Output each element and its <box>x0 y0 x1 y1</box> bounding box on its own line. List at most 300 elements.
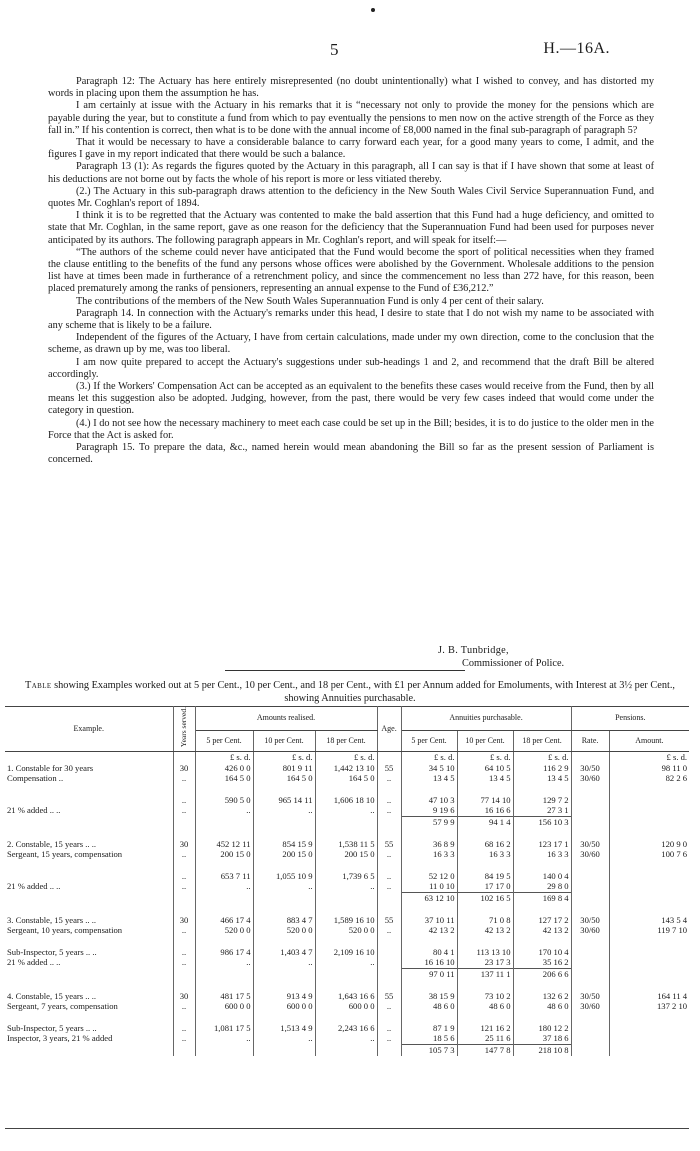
table-row <box>5 881 689 892</box>
table-cell: 30/50 <box>571 915 609 926</box>
table-cell <box>609 860 689 871</box>
table-cell: 9 19 6 <box>401 805 457 816</box>
table-cell <box>173 860 195 871</box>
table-cell: 98 11 0 <box>661 762 688 773</box>
table-cell <box>173 893 195 904</box>
table-cell <box>609 871 689 882</box>
table-cell <box>457 936 513 947</box>
table-cell <box>609 947 689 958</box>
table-cell <box>253 936 315 947</box>
table-cell: 600 0 0 <box>253 1001 315 1012</box>
table-cell: .. <box>173 925 195 936</box>
table-cell: 42 13 2 <box>513 925 571 936</box>
paragraph: (4.) I do not see how the necessary machinery to meet each case could be set up in the Bill; besides, it is to do justice to the older men in the Force that the Act is asked for. <box>48 417 654 441</box>
table-cell <box>377 904 401 915</box>
table-cell: .. <box>377 849 401 860</box>
table-cell: .. <box>173 871 195 882</box>
table-cell: .. <box>377 773 401 784</box>
table-cell <box>377 957 401 968</box>
table-cell: 105 7 3 <box>401 1044 457 1055</box>
table-cell: 1,739 6 5 <box>315 871 377 882</box>
table-cell <box>173 904 195 915</box>
table-cell <box>513 936 571 947</box>
table-row <box>5 871 689 882</box>
table-cell: 73 10 2 <box>457 991 513 1002</box>
table-cell: 1,055 10 9 <box>253 871 315 882</box>
table-cell: 16 3 3 <box>401 849 457 860</box>
table-cell <box>5 828 173 839</box>
table-cell <box>315 936 377 947</box>
table-cell <box>253 860 315 871</box>
table-cell: 30 <box>173 991 195 1002</box>
table-cell <box>5 1012 173 1023</box>
table-cell <box>253 1044 315 1055</box>
table-cell <box>195 784 253 795</box>
table-cell <box>315 1012 377 1023</box>
table-cell <box>5 1044 173 1055</box>
table-cell <box>609 980 689 991</box>
table-cell: 30/60 <box>571 849 609 860</box>
table-cell: 113 13 10 <box>457 947 513 958</box>
table-cell: 30 <box>173 915 195 926</box>
table-cell: 64 10 5 <box>457 763 513 774</box>
table-cell: 164 5 0 <box>253 773 315 784</box>
spacer-row <box>5 784 689 795</box>
table-cell <box>377 828 401 839</box>
table-cell: 30/60 <box>571 1001 609 1012</box>
header-annuities: Annuities purchasable. <box>401 707 571 731</box>
table-cell <box>377 980 401 991</box>
table-cell <box>5 893 173 904</box>
table-cell <box>609 1044 689 1055</box>
table-cell <box>513 828 571 839</box>
table-cell: Sub-Inspector, 5 years .. .. <box>5 1023 173 1034</box>
table-cell <box>401 828 457 839</box>
paragraph: (3.) If the Workers' Compensation Act can be accepted as an equivalent to the benefits these cases would receive from the Fund, then by all means let this suggestion also be adopted. Judging, however, from the past, there would be very few cases indeed that would come under the category in question. <box>48 381 654 417</box>
table-cell: 38 15 9 <box>401 991 457 1002</box>
table-cell <box>401 980 457 991</box>
table-cell: 34 5 10 <box>401 763 457 774</box>
table-cell: .. <box>173 881 195 892</box>
table-cell <box>173 828 195 839</box>
table-cell: 140 0 4 <box>513 871 571 882</box>
table-cell <box>513 860 571 871</box>
table-cell: 55 <box>377 839 401 850</box>
table-cell <box>5 904 173 915</box>
table-row <box>5 925 689 936</box>
table-caption <box>8 679 692 705</box>
total-row <box>5 1044 689 1055</box>
table-cell: 48 6 0 <box>513 1001 571 1012</box>
table-cell: .. <box>173 957 195 968</box>
table-row <box>5 1023 689 1034</box>
table-cell: .. <box>315 957 377 968</box>
table-cell: 84 19 5 <box>457 871 513 882</box>
table-cell: .. <box>173 805 195 816</box>
table-cell: 42 13 2 <box>457 925 513 936</box>
table-cell: 801 9 11 <box>253 763 315 774</box>
table-cell: 47 10 3 <box>401 795 457 806</box>
table-cell: 25 11 6 <box>457 1033 513 1044</box>
paragraph: I think it is to be regretted that the Actuary was contented to make the bald assertion that this Fund had a huge deficiency, and omitted to state that Mr. Coghlan, in the same report, gave as one reason for the deficiency that the Superannuation Fund had been used for purposes never anticipated by its authors. The following paragraph appears in Mr. Coghlan's report, and will speak for itself:— <box>48 210 654 246</box>
table-cell: 80 4 1 <box>401 947 457 958</box>
paragraph: The contributions of the members of the New South Wales Superannuation Fund is only 4 per cent of their salary. <box>76 295 544 307</box>
table-cell: 21 % added .. .. <box>5 805 173 816</box>
table-cell: 68 16 2 <box>457 839 513 850</box>
table-cell <box>609 828 689 839</box>
table-cell <box>609 881 689 892</box>
table-cell: .. <box>377 805 401 816</box>
table-cell <box>571 947 609 958</box>
table-body <box>5 751 689 1055</box>
table-cell: 520 0 0 <box>253 925 315 936</box>
table-cell: 37 18 6 <box>513 1033 571 1044</box>
table-header <box>5 707 689 752</box>
table-cell: 4. Constable, 15 years .. .. <box>5 991 173 1002</box>
table-cell <box>195 1044 253 1055</box>
table-cell <box>377 784 401 795</box>
table-row <box>5 763 689 774</box>
table-cell: 147 7 8 <box>457 1044 513 1055</box>
table-cell: 116 2 9 <box>513 763 571 774</box>
page-header <box>0 40 700 62</box>
section-divider <box>225 670 465 671</box>
table-cell: 466 17 4 <box>195 915 253 926</box>
table-cell: Sergeant, 10 years, compensation <box>5 925 173 936</box>
header-annuity-18: 18 per Cent. <box>513 731 571 751</box>
table-cell: 137 11 1 <box>457 968 513 979</box>
table-cell: 35 16 2 <box>513 957 571 968</box>
table-cell <box>173 968 195 979</box>
table-cell: 42 13 2 <box>401 925 457 936</box>
table-cell <box>377 947 401 958</box>
table-cell <box>195 904 253 915</box>
table-cell <box>315 893 377 904</box>
table-cell: 129 7 2 <box>513 795 571 806</box>
table-row <box>5 839 689 850</box>
spacer-row <box>5 936 689 947</box>
header-amount-18: 18 per Cent. <box>315 731 377 751</box>
table-cell: 1,606 18 10 <box>315 795 377 806</box>
paragraph: Paragraph 15. To prepare the data, &c., named herein would mean abandoning the Bill so far as the present session of Parliament is concerned. <box>48 442 654 466</box>
table-cell <box>5 968 173 979</box>
table-cell: .. <box>173 947 195 958</box>
table-cell: 164 5 0 <box>315 773 377 784</box>
table-cell <box>173 751 195 763</box>
table-cell <box>609 1012 689 1023</box>
table-cell <box>315 980 377 991</box>
table-cell: 2,243 16 6 <box>315 1023 377 1034</box>
table-cell <box>401 936 457 947</box>
table-cell: 1,081 17 5 <box>195 1023 253 1034</box>
table-cell <box>5 784 173 795</box>
total-row <box>5 817 689 828</box>
table-cell: 63 12 10 <box>401 893 457 904</box>
table-cell <box>315 817 377 828</box>
table-row <box>5 1033 689 1044</box>
table-cell <box>571 1023 609 1034</box>
table-cell: £ s. d. <box>666 751 688 762</box>
table-cell <box>609 1033 689 1044</box>
table-cell: 30/60 <box>571 925 609 936</box>
table-cell <box>315 968 377 979</box>
table-cell <box>571 784 609 795</box>
table-cell: £ s. d. <box>253 751 315 763</box>
table-row <box>5 915 689 926</box>
table-cell: .. <box>195 881 253 892</box>
table-cell: 164 11 4 <box>657 990 688 1001</box>
table-cell <box>609 904 689 915</box>
table-cell <box>195 968 253 979</box>
header-example: Example. <box>5 707 173 752</box>
table-cell: 11 0 10 <box>401 881 457 892</box>
table-cell <box>571 968 609 979</box>
table-cell: 170 10 4 <box>513 947 571 958</box>
table-cell: 30 <box>173 763 195 774</box>
table-cell <box>377 751 401 763</box>
table-cell: Sergeant, 15 years, compensation <box>5 849 173 860</box>
table-cell <box>5 871 173 882</box>
table-cell <box>457 980 513 991</box>
table-row <box>5 947 689 958</box>
table-cell: 2. Constable, 15 years .. .. <box>5 839 173 850</box>
paragraph: I am now quite prepared to accept the Actuary's suggestions under sub-headings 1 and 2, and recommend that the draft Bill be altered accordingly. <box>48 356 654 380</box>
table-cell <box>253 904 315 915</box>
paragraph: That it would be necessary to have a considerable balance to carry forward each year, for a good many years to come, I admit, and the figures I gave in my report indicated that there would be such a balance. <box>48 137 654 161</box>
table-cell <box>513 904 571 915</box>
table-cell <box>5 936 173 947</box>
table-cell: 82 2 6 <box>665 773 688 784</box>
table-cell <box>571 936 609 947</box>
table-cell: £ s. d. <box>401 751 457 763</box>
table-cell <box>609 784 689 795</box>
table-cell: 600 0 0 <box>195 1001 253 1012</box>
table-cell <box>315 784 377 795</box>
table-cell <box>315 1044 377 1055</box>
table-cell <box>377 1012 401 1023</box>
table-cell: 164 5 0 <box>195 773 253 784</box>
table-cell: 127 17 2 <box>513 915 571 926</box>
table-cell: 452 12 11 <box>195 839 253 850</box>
table-cell: 55 <box>377 763 401 774</box>
table-cell: 121 16 2 <box>457 1023 513 1034</box>
table-cell: .. <box>377 1001 401 1012</box>
header-annuity-10: 10 per Cent. <box>457 731 513 751</box>
paragraph: Paragraph 14. In connection with the Actuary's remarks under this head, I desire to state that I do not wish my name to be associated with any scheme that is likely to be a failure. <box>48 307 654 332</box>
table-cell: 16 16 6 <box>457 805 513 816</box>
table-cell: 17 17 0 <box>457 881 513 892</box>
table-cell <box>5 795 173 806</box>
table-cell <box>315 860 377 871</box>
table-cell <box>173 936 195 947</box>
table-cell: 21 % added .. .. <box>5 957 173 968</box>
table-cell <box>5 751 173 763</box>
table-cell: 37 10 11 <box>401 915 457 926</box>
table-cell: 16 3 3 <box>513 849 571 860</box>
table-cell: 169 8 4 <box>513 893 571 904</box>
table-cell <box>609 795 689 806</box>
table-cell: 57 9 9 <box>401 817 457 828</box>
table-cell <box>253 980 315 991</box>
table-cell <box>173 1044 195 1055</box>
table-cell <box>5 817 173 828</box>
document-reference: H.—16A. <box>543 40 610 57</box>
table-cell <box>195 828 253 839</box>
table-cell: 55 <box>377 915 401 926</box>
table-cell: Inspector, 3 years, 21 % added <box>5 1033 173 1044</box>
paragraph: “The authors of the scheme could never have anticipated that the Fund would become the sport of political necessities when they framed the clause entitling to the benefits of the fund any persons whose offices were abolished by the Government. Wholesale additions to the pension list have at times been made in furtherance of a retrenchment policy, and since the commencement no less than 272 have, for this reason, been placed prematurely among the ranks of pensioners, representing an annual expense to the Fund of £36,212.” <box>48 246 654 295</box>
table-cell <box>401 904 457 915</box>
table-cell: 94 1 4 <box>457 817 513 828</box>
annuities-table <box>5 706 689 1056</box>
table-cell: 13 4 5 <box>401 773 457 784</box>
spacer-row <box>5 1012 689 1023</box>
table-cell <box>513 980 571 991</box>
table-cell <box>195 893 253 904</box>
table-cell <box>253 784 315 795</box>
table-row <box>5 773 689 784</box>
table-cell: .. <box>377 881 401 892</box>
table-cell <box>457 904 513 915</box>
header-annuity-5: 5 per Cent. <box>401 731 457 751</box>
table-cell: 16 16 10 <box>401 957 457 968</box>
table-cell: 1. Constable for 30 years <box>5 763 173 774</box>
table-cell: 87 1 9 <box>401 1023 457 1034</box>
table-cell: 1,643 16 6 <box>315 991 377 1002</box>
table-cell <box>173 1012 195 1023</box>
table-cell: .. <box>377 1023 401 1034</box>
table-bottom-rule <box>5 1128 689 1129</box>
table-cell: 180 12 2 <box>513 1023 571 1034</box>
table-cell <box>571 828 609 839</box>
header-years-label: Years served. <box>179 707 188 748</box>
table-cell <box>513 1012 571 1023</box>
table-cell: 123 17 1 <box>513 839 571 850</box>
spacer-row <box>5 828 689 839</box>
table-cell: 986 17 4 <box>195 947 253 958</box>
table-cell: 200 15 0 <box>315 849 377 860</box>
table-row <box>5 991 689 1002</box>
table-cell: .. <box>377 795 401 806</box>
total-row <box>5 968 689 979</box>
table-cell: 23 17 3 <box>457 957 513 968</box>
table-cell: 3. Constable, 15 years .. .. <box>5 915 173 926</box>
table-cell: .. <box>173 773 195 784</box>
table-cell: 100 7 6 <box>661 849 688 860</box>
spacer-row <box>5 904 689 915</box>
table-cell <box>315 828 377 839</box>
table-cell: 30/50 <box>571 839 609 850</box>
table-cell: 120 9 0 <box>661 838 688 849</box>
table-cell <box>571 957 609 968</box>
table-cell: 30/50 <box>571 991 609 1002</box>
table-cell <box>5 980 173 991</box>
table-cell <box>315 904 377 915</box>
table-cell <box>5 860 173 871</box>
table-cell: .. <box>377 1033 401 1044</box>
table-cell <box>253 1012 315 1023</box>
table-cell <box>571 805 609 816</box>
table-cell: 1,403 4 7 <box>253 947 315 958</box>
table-cell <box>377 1044 401 1055</box>
table-cell: 137 2 10 <box>657 1001 688 1012</box>
table-cell <box>571 881 609 892</box>
table-cell: .. <box>315 881 377 892</box>
table-cell: 71 0 8 <box>457 915 513 926</box>
table-cell <box>253 968 315 979</box>
table-cell: 97 0 11 <box>401 968 457 979</box>
table-cell: .. <box>173 849 195 860</box>
table-cell <box>571 795 609 806</box>
table-cell <box>401 784 457 795</box>
table-cell <box>571 980 609 991</box>
table-caption-text: showing Examples worked out at 5 per Cent., 10 per Cent., and 18 per Cent., with £1 per Annum added for Emoluments, with Interest at 3½ per Cent., showing Annuities purchasable. <box>54 680 675 704</box>
table-cell: Compensation .. <box>5 773 173 784</box>
table-cell: 21 % added .. .. <box>5 881 173 892</box>
table-cell: 2,109 16 10 <box>315 947 377 958</box>
table-cell <box>513 784 571 795</box>
table-row <box>5 795 689 806</box>
table-cell: 55 <box>377 991 401 1002</box>
paragraph: I am certainly at issue with the Actuary in his remarks that it is “necessary not only to provide the money for the pensions which are payable during the year, but to constitute a fund from which to pay eventually the pensions to men now on the active strength of the Force as they fall in.” If his contention is correct, then what is to be done with the annual income of £8,000 named in the final sub-paragraph of paragraph 5? <box>48 100 654 136</box>
table-cell: 200 15 0 <box>195 849 253 860</box>
table-cell: 132 6 2 <box>513 991 571 1002</box>
table-row <box>5 805 689 816</box>
table-cell: .. <box>315 805 377 816</box>
header-pensions: Pensions. <box>571 707 689 731</box>
paragraph: (2.) The Actuary in this sub-paragraph draws attention to the deficiency in the New South Wales Civil Service Superannuation Fund, and quotes Mr. Coghlan's report of 1894. <box>48 185 654 210</box>
table-cell: 30/50 <box>571 763 609 774</box>
table-cell: 27 3 1 <box>513 805 571 816</box>
signature-name: J. B. Tunbridge, <box>438 645 509 656</box>
table-cell: 52 12 0 <box>401 871 457 882</box>
table-cell <box>457 828 513 839</box>
table-cell <box>457 1012 513 1023</box>
signature-title: Commissioner of Police. <box>462 658 565 669</box>
table-cell: 30 <box>173 839 195 850</box>
header-years <box>173 707 195 752</box>
table-cell <box>571 871 609 882</box>
table-cell: 1,442 13 10 <box>315 763 377 774</box>
table-cell: .. <box>377 871 401 882</box>
table-cell: Sergeant, 7 years, compensation <box>5 1001 173 1012</box>
table-cell: 77 14 10 <box>457 795 513 806</box>
table-cell <box>401 1012 457 1023</box>
table-cell: 13 4 5 <box>513 773 571 784</box>
table-cell: £ s. d. <box>195 751 253 763</box>
table-cell: Sub-Inspector, 5 years .. .. <box>5 947 173 958</box>
table-cell <box>457 784 513 795</box>
table-cell: 426 0 0 <box>195 763 253 774</box>
table-cell <box>195 860 253 871</box>
table-cell: 102 16 5 <box>457 893 513 904</box>
page-mark <box>371 8 375 12</box>
table-cell: 1,513 4 9 <box>253 1023 315 1034</box>
table-cell <box>609 1023 689 1034</box>
table-cell <box>377 860 401 871</box>
table-cell: 206 6 6 <box>513 968 571 979</box>
table-cell <box>377 936 401 947</box>
table-cell: .. <box>195 957 253 968</box>
table-cell: 48 6 0 <box>457 1001 513 1012</box>
table-cell <box>609 936 689 947</box>
table-cell: .. <box>173 795 195 806</box>
table-cell: £ s. d. <box>457 751 513 763</box>
table-cell <box>377 893 401 904</box>
table-cell: 16 3 3 <box>457 849 513 860</box>
table-cell: .. <box>195 1033 253 1044</box>
table-cell <box>173 784 195 795</box>
